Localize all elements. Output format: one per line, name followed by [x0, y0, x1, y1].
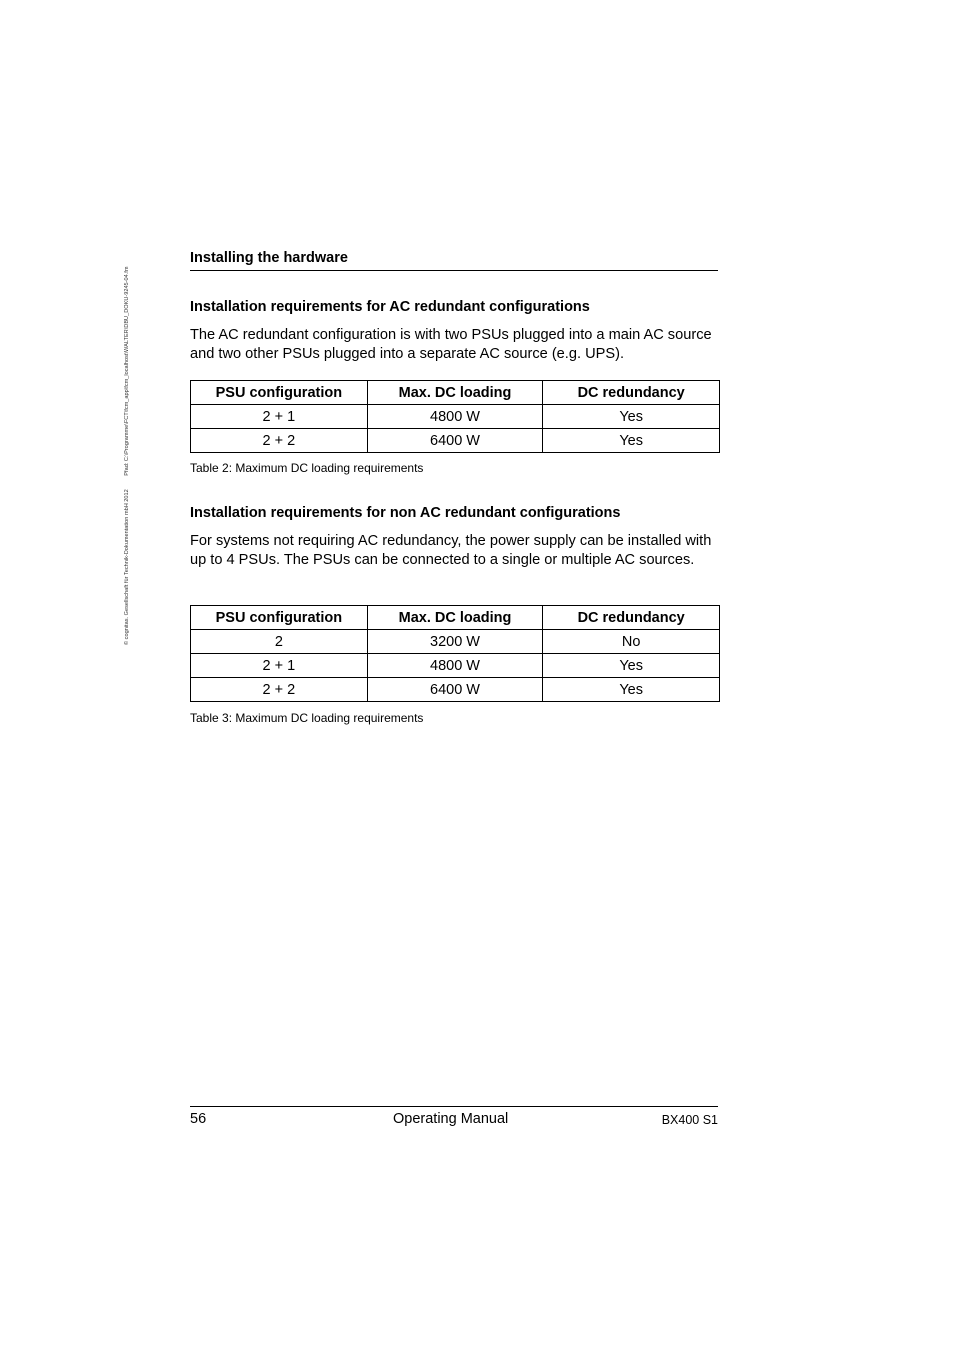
product-model: BX400 S1	[661, 1113, 718, 1127]
file-path-note: Pfad: C:\Programme\FCT\fcm_app\fcm_localhost\WALTER\DBU_DOKU-9245-04.fm	[124, 266, 130, 476]
column-header-dc-redundancy: DC redundancy	[543, 381, 720, 405]
side-margin-note-text	[120, 240, 134, 645]
cell-psu-configuration: 2 + 2	[191, 678, 368, 702]
table-row	[191, 654, 720, 678]
column-header-psu-configuration: PSU configuration	[191, 606, 368, 630]
cell-psu-configuration: 2	[191, 630, 368, 654]
side-margin-note	[120, 240, 134, 645]
table-caption-3: Table 3: Maximum DC loading requirements	[190, 711, 424, 725]
cell-dc-redundancy: Yes	[543, 654, 720, 678]
table-row	[191, 630, 720, 654]
page-footer	[190, 1106, 718, 1129]
column-header-max-dc-loading: Max. DC loading	[367, 606, 543, 630]
cell-psu-configuration: 2 + 2	[191, 429, 368, 453]
cell-psu-configuration: 2 + 1	[191, 654, 368, 678]
document-title: Operating Manual	[393, 1111, 509, 1127]
cell-max-dc-loading: 6400 W	[367, 678, 543, 702]
table-ac-redundant	[190, 380, 720, 453]
cell-dc-redundancy: Yes	[543, 429, 720, 453]
copyright-note: © cognitas. Gesellschaft für Technik-Dokumentation mbH 2012	[124, 489, 130, 645]
table-header-row	[191, 606, 720, 630]
section-heading-ac-redundant: Installation requirements for AC redundant configurations	[190, 299, 590, 315]
cell-dc-redundancy: No	[543, 630, 720, 654]
cell-max-dc-loading: 3200 W	[367, 630, 543, 654]
table-caption-2: Table 2: Maximum DC loading requirements	[190, 461, 424, 475]
cell-dc-redundancy: Yes	[543, 405, 720, 429]
table-row	[191, 429, 720, 453]
page-number: 56	[190, 1111, 207, 1127]
cell-max-dc-loading: 6400 W	[367, 429, 543, 453]
section-body-ac-redundant: The AC redundant configuration is with two PSUs plugged into a main AC source and two other PSUs plugged into a separate AC source (e.g. UPS).	[190, 327, 712, 362]
cell-psu-configuration: 2 + 1	[191, 405, 368, 429]
cell-max-dc-loading: 4800 W	[367, 405, 543, 429]
column-header-dc-redundancy: DC redundancy	[543, 606, 720, 630]
table-non-ac-redundant	[190, 605, 720, 702]
column-header-max-dc-loading: Max. DC loading	[367, 381, 543, 405]
column-header-psu-configuration: PSU configuration	[191, 381, 368, 405]
table-header-row	[191, 381, 720, 405]
cell-max-dc-loading: 4800 W	[367, 654, 543, 678]
table-row	[191, 678, 720, 702]
section-heading-non-ac-redundant: Installation requirements for non AC redundant configurations	[190, 505, 621, 521]
cell-dc-redundancy: Yes	[543, 678, 720, 702]
running-header: Installing the hardware	[190, 249, 718, 271]
table-row	[191, 405, 720, 429]
section-body-non-ac-redundant: For systems not requiring AC redundancy, the power supply can be installed with up to 4 PSUs. The PSUs can be connected to a single or multiple AC sources.	[190, 533, 712, 568]
